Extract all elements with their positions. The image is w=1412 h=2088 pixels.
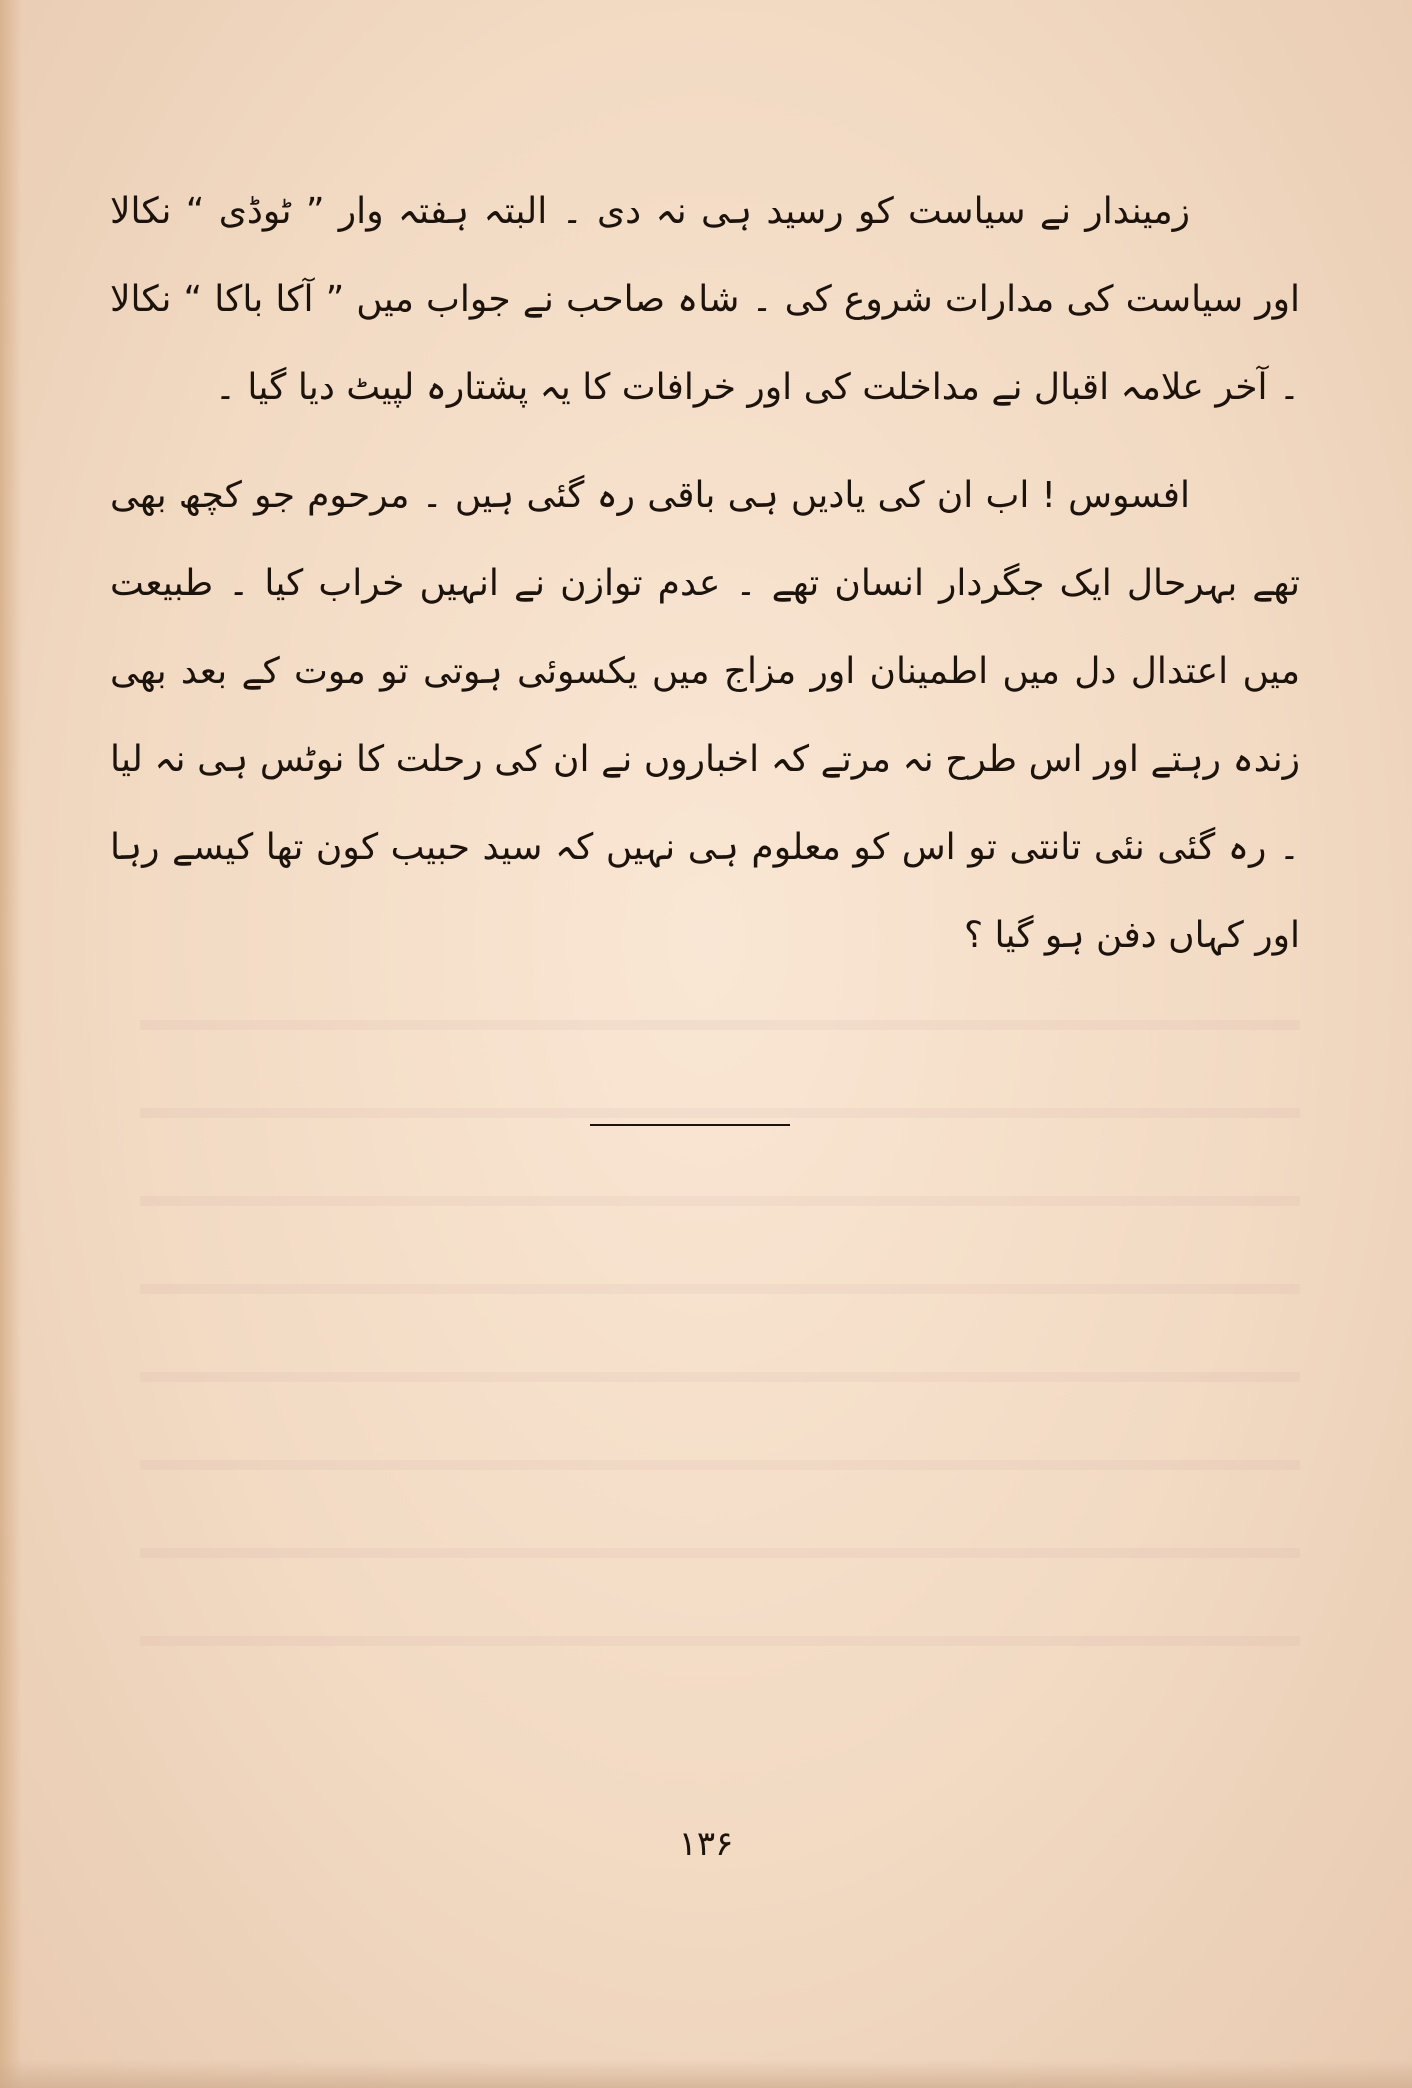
page-binding-shadow [0, 0, 22, 2088]
page-bottom-shadow [0, 2060, 1412, 2088]
paragraph-2: افسوس ! اب ان کی یادیں ہی باقی رہ گئی ہیں ۔ مرحوم جو کچھ بھی تھے بہرحال ایک جگردار انسان تھے ۔ عدم توازن نے انہیں خراب کیا ۔ طبیعت میں اعتدال دل میں اطمینان اور مزاج میں یکسوئی ہوتی تو موت کے بعد بھی زندہ رہتے اور اس طرح نہ مرتے کہ اخباروں نے ان کی رحلت کا نوٹس ہی نہ لیا ۔ رہ گئی نئی تانتی تو اس کو معلوم ہی نہیں کہ سید حبیب کون تھا کیسے رہا اور کہاں دفن ہو گیا ؟ [110, 475, 1300, 956]
page-number: ۱۳۶ [678, 1824, 734, 1864]
body-text [110, 168, 1300, 980]
paragraph-1: زمیندار نے سیاست کو رسید ہی نہ دی ۔ البتہ ہفتہ وار ” ٹوڈی “ نکالا اور سیاست کی مدارات شروع کی ۔ شاہ صاحب نے جواب میں ” آکا باکا “ نکالا ۔ آخر علامہ اقبال نے مداخلت کی اور خرافات کا یہ پشتارہ لپیٹ دیا گیا ۔ [110, 191, 1300, 408]
section-divider-rule [590, 1124, 790, 1126]
